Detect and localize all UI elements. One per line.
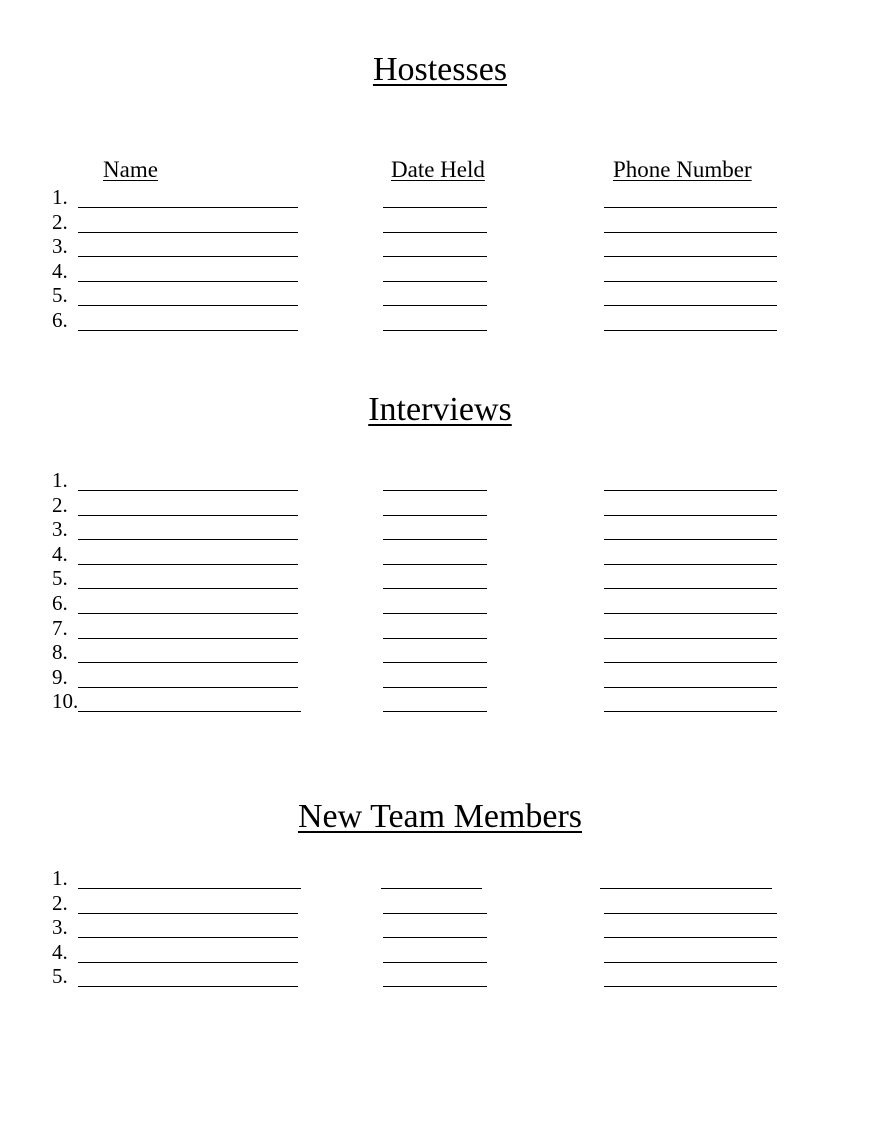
new-team-member-row xyxy=(0,915,880,940)
phone-blank-line[interactable] xyxy=(604,588,777,589)
name-blank-line[interactable] xyxy=(78,539,298,540)
date-blank-line[interactable] xyxy=(383,256,487,257)
interview-row xyxy=(0,468,880,493)
new-team-members-title xyxy=(0,797,880,837)
name-blank-line[interactable] xyxy=(78,564,298,565)
phone-blank-line[interactable] xyxy=(604,207,777,208)
name-blank-line[interactable] xyxy=(78,232,298,233)
date-blank-line[interactable] xyxy=(383,281,487,282)
hostesses-title xyxy=(0,50,880,90)
column-header-phone-number: Phone Number xyxy=(613,157,752,182)
name-blank-line[interactable] xyxy=(78,490,298,491)
name-blank-line[interactable] xyxy=(78,613,298,614)
name-blank-line[interactable] xyxy=(78,638,298,639)
row-number: 3. xyxy=(52,517,68,542)
hostess-row xyxy=(0,283,880,308)
phone-blank-line[interactable] xyxy=(604,281,777,282)
date-blank-line[interactable] xyxy=(383,613,487,614)
name-blank-line[interactable] xyxy=(78,515,298,516)
hostesses-title-text: Hostesses xyxy=(372,51,508,88)
phone-blank-line[interactable] xyxy=(604,232,777,233)
name-blank-line[interactable] xyxy=(78,588,298,589)
phone-blank-line[interactable] xyxy=(604,305,777,306)
date-blank-line[interactable] xyxy=(383,564,487,565)
new-team-member-row xyxy=(0,964,880,989)
interview-row xyxy=(0,591,880,616)
row-number: 1. xyxy=(52,866,68,890)
row-number: 2. xyxy=(52,492,68,517)
phone-blank-line[interactable] xyxy=(604,687,777,688)
interviews-title-text: Interviews xyxy=(368,391,512,428)
row-number: 4. xyxy=(52,939,68,964)
row-number: 2. xyxy=(52,890,68,915)
phone-blank-line[interactable] xyxy=(604,962,777,963)
row-number: 5. xyxy=(52,283,68,308)
hostesses-rows xyxy=(0,185,880,333)
phone-blank-line[interactable] xyxy=(604,937,777,938)
new-team-member-row xyxy=(0,891,880,916)
phone-blank-line[interactable] xyxy=(604,662,777,663)
row-number: 5. xyxy=(52,566,68,591)
hostess-row xyxy=(0,308,880,333)
phone-blank-line[interactable] xyxy=(600,888,772,889)
row-number: 3. xyxy=(52,915,68,940)
phone-blank-line[interactable] xyxy=(604,711,777,712)
date-blank-line[interactable] xyxy=(383,515,487,516)
new-team-members-title-text: New Team Members xyxy=(297,798,583,835)
hostess-row xyxy=(0,259,880,284)
phone-blank-line[interactable] xyxy=(604,613,777,614)
interview-row xyxy=(0,566,880,591)
hostess-row xyxy=(0,210,880,235)
hostess-row xyxy=(0,185,880,210)
date-blank-line[interactable] xyxy=(383,937,487,938)
phone-blank-line[interactable] xyxy=(604,539,777,540)
name-blank-line[interactable] xyxy=(78,207,298,208)
interview-row xyxy=(0,640,880,665)
date-blank-line[interactable] xyxy=(383,588,487,589)
date-blank-line[interactable] xyxy=(383,913,487,914)
phone-blank-line[interactable] xyxy=(604,913,777,914)
name-blank-line[interactable] xyxy=(78,687,298,688)
date-blank-line[interactable] xyxy=(383,330,487,331)
row-number: 6. xyxy=(52,590,68,615)
phone-blank-line[interactable] xyxy=(604,986,777,987)
row-number: 6. xyxy=(52,307,68,332)
row-number: 4. xyxy=(52,541,68,566)
phone-blank-line[interactable] xyxy=(604,330,777,331)
row-number: 2. xyxy=(52,209,68,234)
name-blank-line[interactable] xyxy=(78,256,298,257)
phone-blank-line[interactable] xyxy=(604,564,777,565)
new-team-members-rows xyxy=(0,866,880,989)
new-team-member-row xyxy=(0,940,880,965)
interview-row xyxy=(0,689,880,714)
date-blank-line[interactable] xyxy=(383,662,487,663)
phone-blank-line[interactable] xyxy=(604,490,777,491)
phone-blank-line[interactable] xyxy=(604,515,777,516)
phone-blank-line[interactable] xyxy=(604,638,777,639)
name-blank-line[interactable] xyxy=(78,305,298,306)
date-blank-line[interactable] xyxy=(383,207,487,208)
name-blank-line[interactable] xyxy=(78,711,301,712)
row-number: 5. xyxy=(52,964,68,989)
row-number: 9. xyxy=(52,664,68,689)
row-number: 4. xyxy=(52,258,68,283)
hostess-row xyxy=(0,234,880,259)
column-header-date-held: Date Held xyxy=(391,157,485,182)
interview-row xyxy=(0,517,880,542)
date-blank-line[interactable] xyxy=(383,711,487,712)
name-blank-line[interactable] xyxy=(78,330,298,331)
name-blank-line[interactable] xyxy=(78,913,298,914)
date-blank-line[interactable] xyxy=(383,305,487,306)
interview-row xyxy=(0,542,880,567)
row-number: 1. xyxy=(52,468,68,492)
name-blank-line[interactable] xyxy=(78,937,298,938)
interviews-rows xyxy=(0,468,880,714)
row-number: 7. xyxy=(52,615,68,640)
name-blank-line[interactable] xyxy=(78,986,298,987)
name-blank-line[interactable] xyxy=(78,281,298,282)
row-number: 3. xyxy=(52,234,68,259)
row-number: 10. xyxy=(52,689,79,714)
row-number: 1. xyxy=(52,185,68,209)
name-blank-line[interactable] xyxy=(78,662,298,663)
date-blank-line[interactable] xyxy=(383,687,487,688)
phone-blank-line[interactable] xyxy=(604,256,777,257)
new-team-member-row xyxy=(0,866,880,891)
name-blank-line[interactable] xyxy=(78,888,301,889)
date-blank-line[interactable] xyxy=(383,539,487,540)
interview-row xyxy=(0,616,880,641)
date-blank-line[interactable] xyxy=(383,962,487,963)
date-blank-line[interactable] xyxy=(383,638,487,639)
date-blank-line[interactable] xyxy=(383,490,487,491)
interview-row xyxy=(0,493,880,518)
name-blank-line[interactable] xyxy=(78,962,298,963)
date-blank-line[interactable] xyxy=(381,888,482,889)
interviews-title xyxy=(0,390,880,430)
interview-row xyxy=(0,665,880,690)
date-blank-line[interactable] xyxy=(383,986,487,987)
date-blank-line[interactable] xyxy=(383,232,487,233)
column-header-name: Name xyxy=(103,157,158,182)
row-number: 8. xyxy=(52,640,68,665)
